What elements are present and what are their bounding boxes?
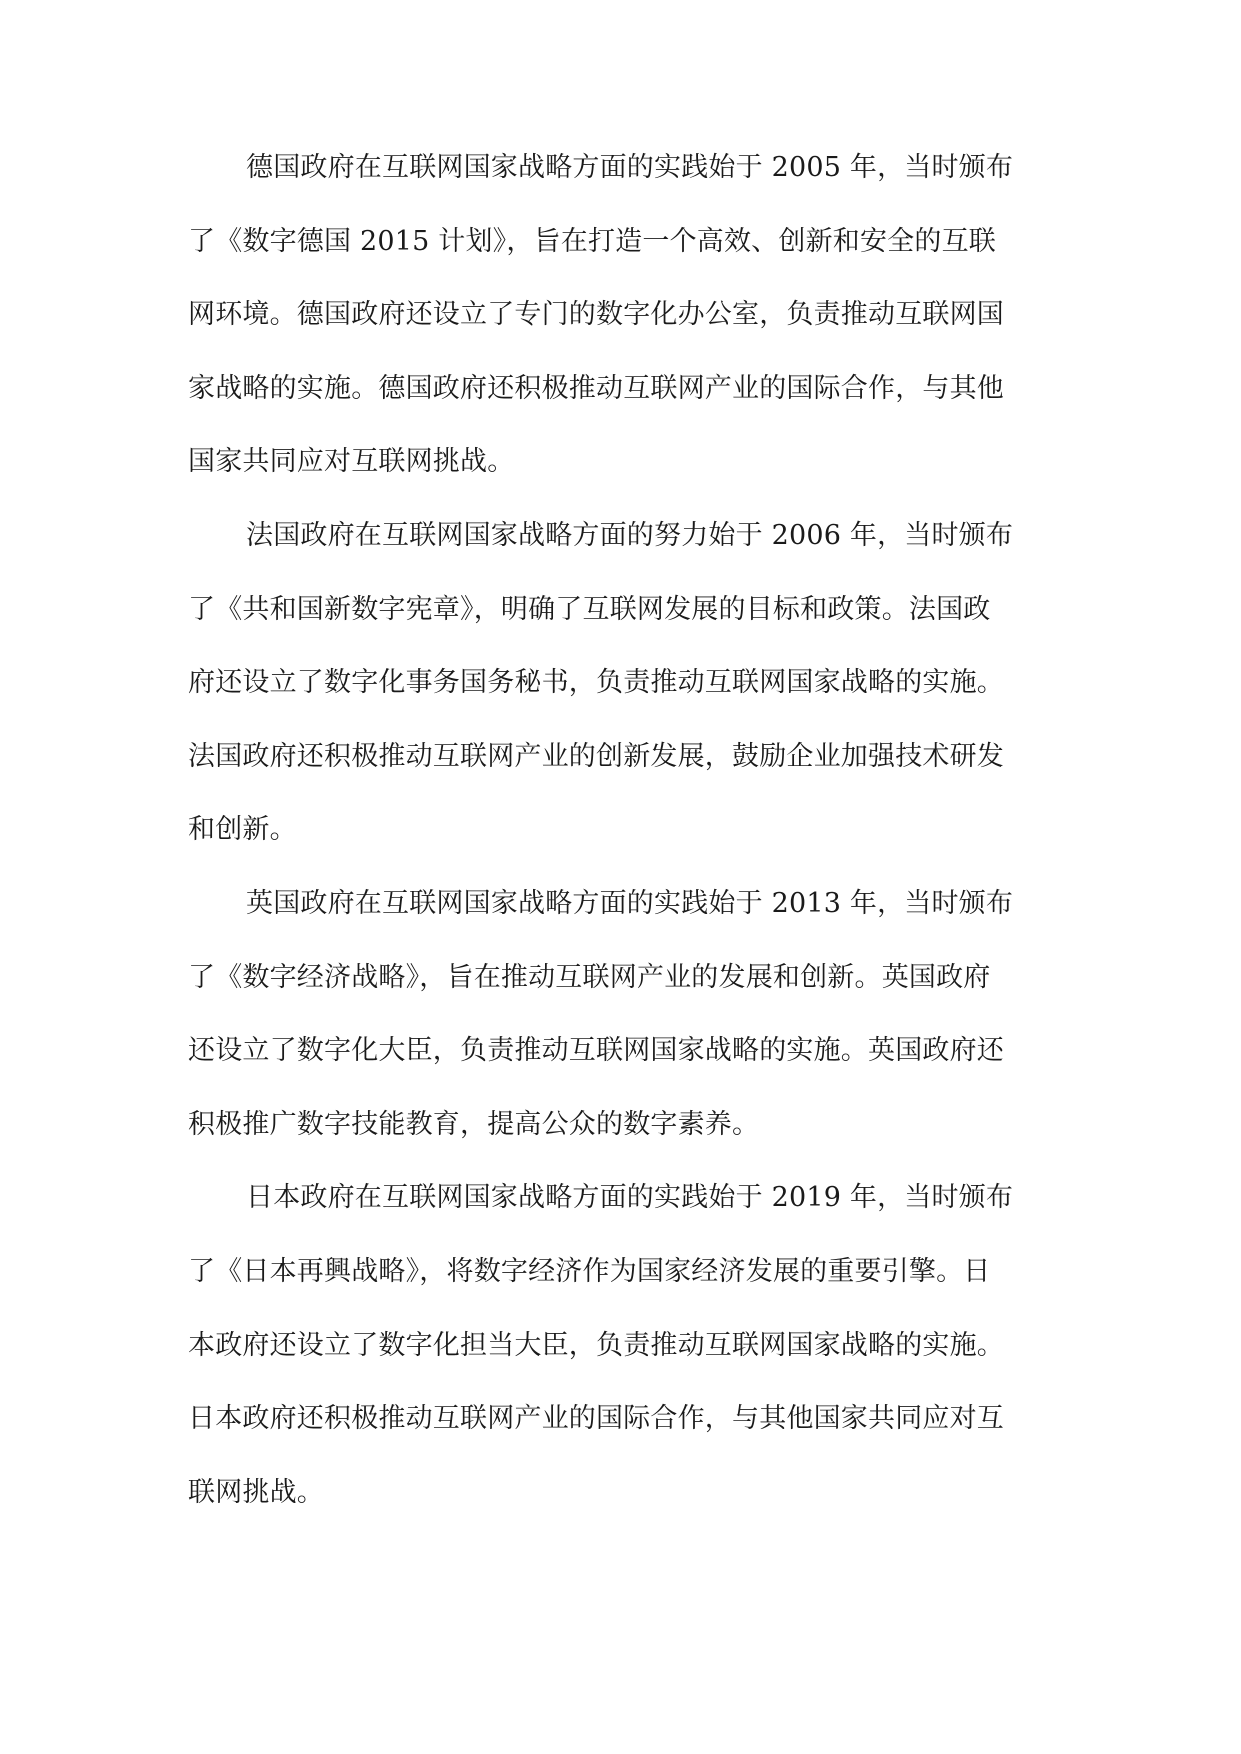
text-line: 联网挑战。	[188, 1476, 324, 1508]
text-line: 了《数字德国 2015 计划》，旨在打造一个高效、创新和安全的互联	[188, 225, 996, 257]
text-line: 了《数字经济战略》，旨在推动互联网产业的发展和创新。英国政府	[188, 961, 991, 993]
text-line: 国家共同应对互联网挑战。	[188, 446, 515, 478]
text-line: 和创新。	[188, 814, 297, 846]
text-line: 还设立了数字化大臣，负责推动互联网国家战略的实施。英国政府还	[188, 1035, 1004, 1067]
text-line: 英国政府在互联网国家战略方面的实践始于 2013 年，当时颁布	[246, 887, 1014, 919]
text-line: 日本政府还积极推动互联网产业的国际合作，与其他国家共同应对互	[188, 1403, 1004, 1435]
text-line: 积极推广数字技能教育，提高公众的数字素养。	[188, 1108, 760, 1140]
text-line: 家战略的实施。德国政府还积极推动互联网产业的国际合作，与其他	[188, 372, 1004, 404]
paragraph-japan	[188, 1178, 1060, 1546]
paragraph-france	[188, 516, 1060, 884]
text-line: 法国政府在互联网国家战略方面的努力始于 2006 年，当时颁布	[246, 519, 1014, 551]
text-line: 德国政府在互联网国家战略方面的实践始于 2005 年，当时颁布	[246, 152, 1014, 183]
text-line: 日本政府在互联网国家战略方面的实践始于 2019 年，当时颁布	[246, 1182, 1014, 1214]
paragraph-germany	[188, 148, 1060, 516]
paragraph-uk	[188, 884, 1060, 1178]
text-line: 了《日本再興战略》，将数字经济作为国家经济发展的重要引擎。日	[188, 1255, 991, 1287]
text-line: 本政府还设立了数字化担当大臣，负责推动互联网国家战略的实施。	[188, 1329, 1004, 1361]
text-line: 法国政府还积极推动互联网产业的创新发展，鼓励企业加强技术研发	[188, 740, 1004, 772]
text-line: 网环境。德国政府还设立了专门的数字化办公室，负责推动互联网国	[188, 299, 1004, 331]
text-line: 了《共和国新数字宪章》，明确了互联网发展的目标和政策。法国政	[188, 593, 991, 625]
body-text	[188, 148, 1060, 1546]
text-line: 府还设立了数字化事务国务秘书，负责推动互联网国家战略的实施。	[188, 667, 1004, 699]
